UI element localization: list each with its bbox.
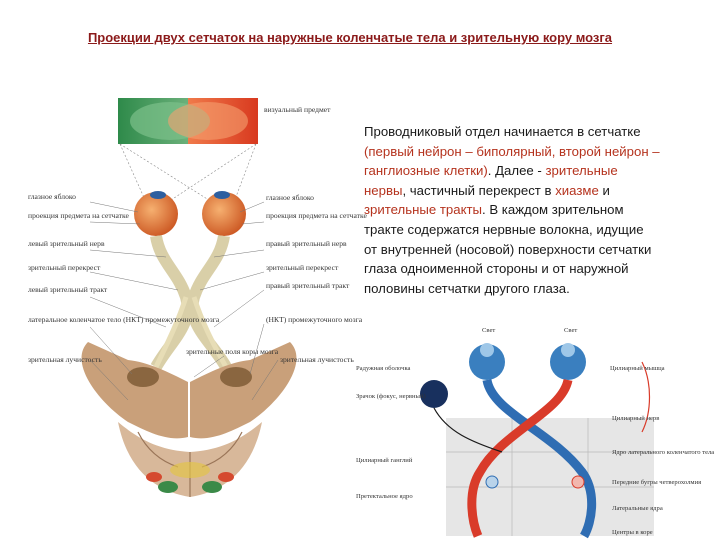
label-eyeball-left: глазное яблоко <box>28 192 76 201</box>
optic-nerves-highlight: зрительные нервы <box>364 163 618 198</box>
label-cortex: зрительные поля коры мозга <box>186 347 279 356</box>
projection-lines <box>120 144 256 202</box>
right-visual-cortex-red <box>218 472 234 482</box>
label-ciliary: Цилиарный мышца <box>610 365 665 372</box>
right-visual-cortex-green <box>202 481 222 493</box>
cortex-yellow <box>170 462 210 478</box>
text-part: и <box>598 182 610 198</box>
label-light-right: Свет <box>564 327 578 334</box>
label-chiasm-right: зрительный перекрест <box>266 263 339 272</box>
page-title: Проекции двух сетчаток на наружные коленчатые тела и зрительную кору мозга <box>87 30 613 45</box>
label-visual-cortex: Центры в коре <box>612 529 653 536</box>
label-visual-field: визуальный предмет <box>264 105 331 114</box>
label-left-tract: левый зрительный тракт <box>28 285 108 294</box>
label-superior-colliculus: Передние бугры четверохолмия <box>612 479 702 486</box>
right-pupil <box>214 191 230 199</box>
lgn-left-node <box>486 476 498 488</box>
label-pretectal: Претектальное ядро <box>356 493 413 500</box>
label-lgn-left: латеральное коленчатое тело (НКТ) промежуточного мозга <box>28 315 220 324</box>
label-chiasm-left: зрительный перекрест <box>28 263 101 272</box>
label-lgn-right: (НКТ) промежуточного мозга <box>266 315 363 324</box>
text-part: . Далее - <box>487 163 546 179</box>
label-eyeball-right: глазное яблоко <box>266 193 314 202</box>
label-ciliary-nerve: Цилиарный нерв <box>612 415 660 422</box>
text-part: , частичный перекрест в <box>402 182 556 198</box>
label-radiation-left: зрительная лучистость <box>28 355 102 364</box>
label-ciliary-ganglion: Цилиарный ганглий <box>356 457 413 464</box>
left-visual-cortex-red <box>146 472 162 482</box>
label-pupil: Зрачок (фокус, нервный) <box>356 393 426 400</box>
left-pupil <box>150 191 166 199</box>
description-text <box>364 122 660 298</box>
optic-tracts-highlight: зрительные тракты <box>364 202 483 218</box>
label-projection-left: проекция предмета на сетчатке <box>28 211 129 220</box>
lgn-right-node <box>572 476 584 488</box>
left-lgn <box>127 367 159 387</box>
pupillary-reflex-figure <box>352 322 715 540</box>
chiasm-highlight: хиазме <box>555 182 599 198</box>
visual-pathway-figure <box>28 92 367 532</box>
neuron-highlight: (первый нейрон – биполярный, второй нейрон – ганглиозные клетки) <box>364 143 660 179</box>
label-light-left: Свет <box>482 327 496 334</box>
left-visual-cortex-green <box>158 481 178 493</box>
label-radiation-right: зрительная лучистость <box>280 355 354 364</box>
text-part: Проводниковый отдел начинается в сетчатке <box>364 124 641 139</box>
text-part: . В каждом зрительном тракте содержатся нервные волокна, идущие от внутренней (носовой) поверхности сетчатки глаза одноименной стороны и от наружной половины сетчатки другого глаза. <box>364 202 652 296</box>
label-iris: Радужная оболочка <box>356 365 411 372</box>
label-right-optic-nerve: правый зрительный нерв <box>266 239 347 248</box>
visual-field-right-oval <box>168 102 248 140</box>
label-left-optic-nerve: левый зрительный нерв <box>28 239 105 248</box>
right-eye-lens <box>561 343 575 357</box>
label-projection-right: проекция предмета на сетчатке <box>266 211 367 220</box>
label-right-tract: правый зрительный тракт <box>266 281 350 290</box>
label-lateral-nucleus: Латеральные ядра <box>612 505 663 512</box>
right-lgn <box>220 367 252 387</box>
label-lgn: Ядро латерального коленчатого тела <box>612 449 715 456</box>
left-eye-lens <box>480 343 494 357</box>
